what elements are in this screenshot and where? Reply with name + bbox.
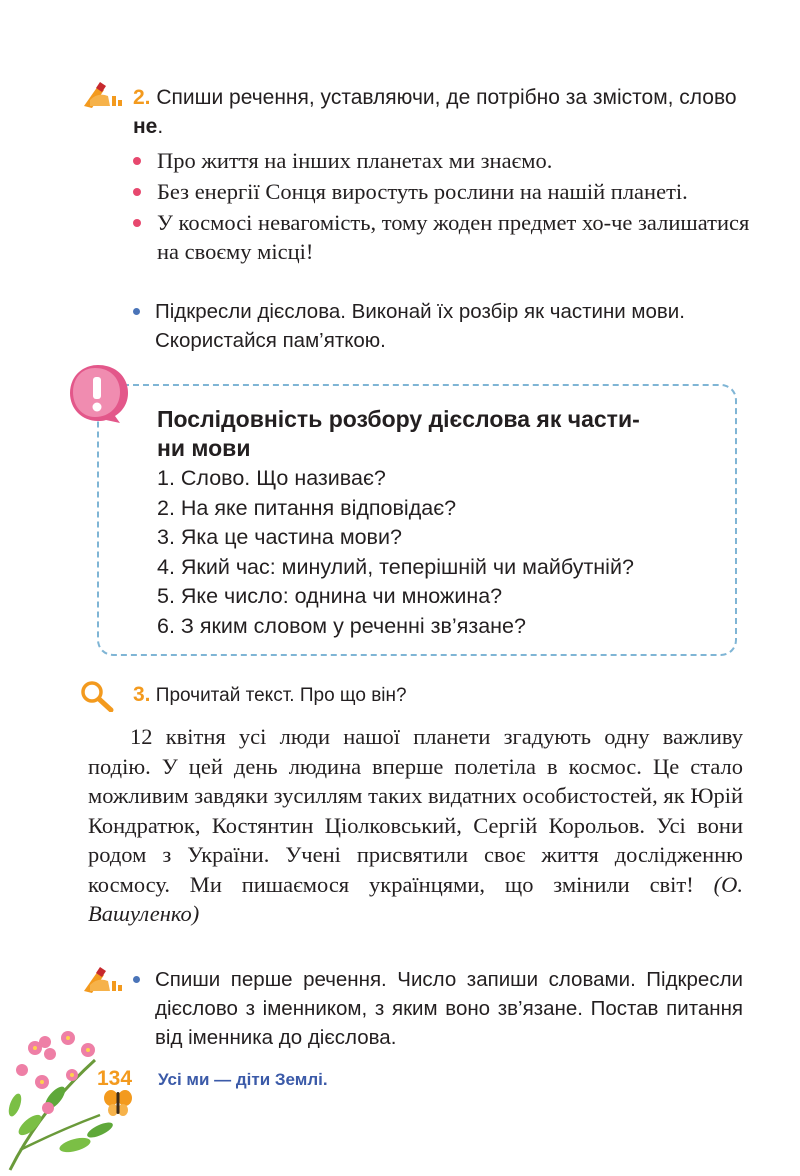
sentence-list (133, 146, 753, 268)
author: (О. Вашуленко) (88, 871, 743, 926)
page-number: 134 (97, 1067, 133, 1090)
task3-subtask: Спиши перше речення. Число запиши словами. Підкресли дієслово з іменником, з яким воно зв’язане. Постав питання від іменника до дієслова. (133, 965, 743, 1052)
list-item: 5. Яке число: однина чи множина? (157, 584, 503, 609)
reading-text: 12 квітня усі люди нашої планети згадують одну важливу подію. У цей день людина вперше полетіла в космос. Це стало можливим завдяки зусиллям таких видатних особистостей, як Юрій Кондратюк, Костянтин Ціолковський, Сергій Корольов. Усі вони родом з України. Учені присвятили своє життя дослідженню космосу. Ми пишаємося українцями, що змінили світ! (О. Вашуленко) (88, 724, 743, 926)
task3-instruction: 3. Прочитай текст. Про що він? (133, 683, 407, 706)
magnifier-icon (80, 680, 114, 712)
task2-subtask: Підкресли дієслова. Виконай їх розбір як частини мови. Скористайся пам’яткою. (133, 297, 763, 355)
task2-instruction: 2. Спиши речення, уставляючи, де потрібно за змістом, слово не. (133, 86, 737, 138)
list-item: 6. З яким словом у реченні зв’язане? (157, 613, 526, 638)
flower-branch-decoration (0, 1020, 140, 1171)
list-item: 2. На яке питання відповідає? (157, 495, 457, 520)
list-item: 1. Слово. Що називає? (157, 466, 386, 490)
task-number: 3. (133, 683, 151, 706)
pencil-hand-icon (82, 82, 126, 108)
list-item: Без енергії Сонця виростуть рослини на нашій планеті. (133, 177, 753, 206)
exclamation-bubble-icon (68, 363, 132, 425)
task-number: 2. (133, 86, 151, 109)
memo-title: Послідовність розбору дієслова як части- ни мови (157, 406, 640, 461)
list-item: 4. Який час: минулий, теперішній чи майбутній? (157, 554, 634, 579)
list-item: У космосі невагомість, тому жоден предмет хо-че залишатися на своєму місці! (133, 208, 753, 266)
section-title: Усі ми — діти Землі. (158, 1070, 328, 1089)
list-item: 3. Яка це частина мови? (157, 525, 402, 550)
pencil-hand-icon (82, 967, 126, 993)
list-item: Про життя на інших планетах ми знаємо. (133, 146, 753, 175)
memo-steps (157, 464, 634, 642)
